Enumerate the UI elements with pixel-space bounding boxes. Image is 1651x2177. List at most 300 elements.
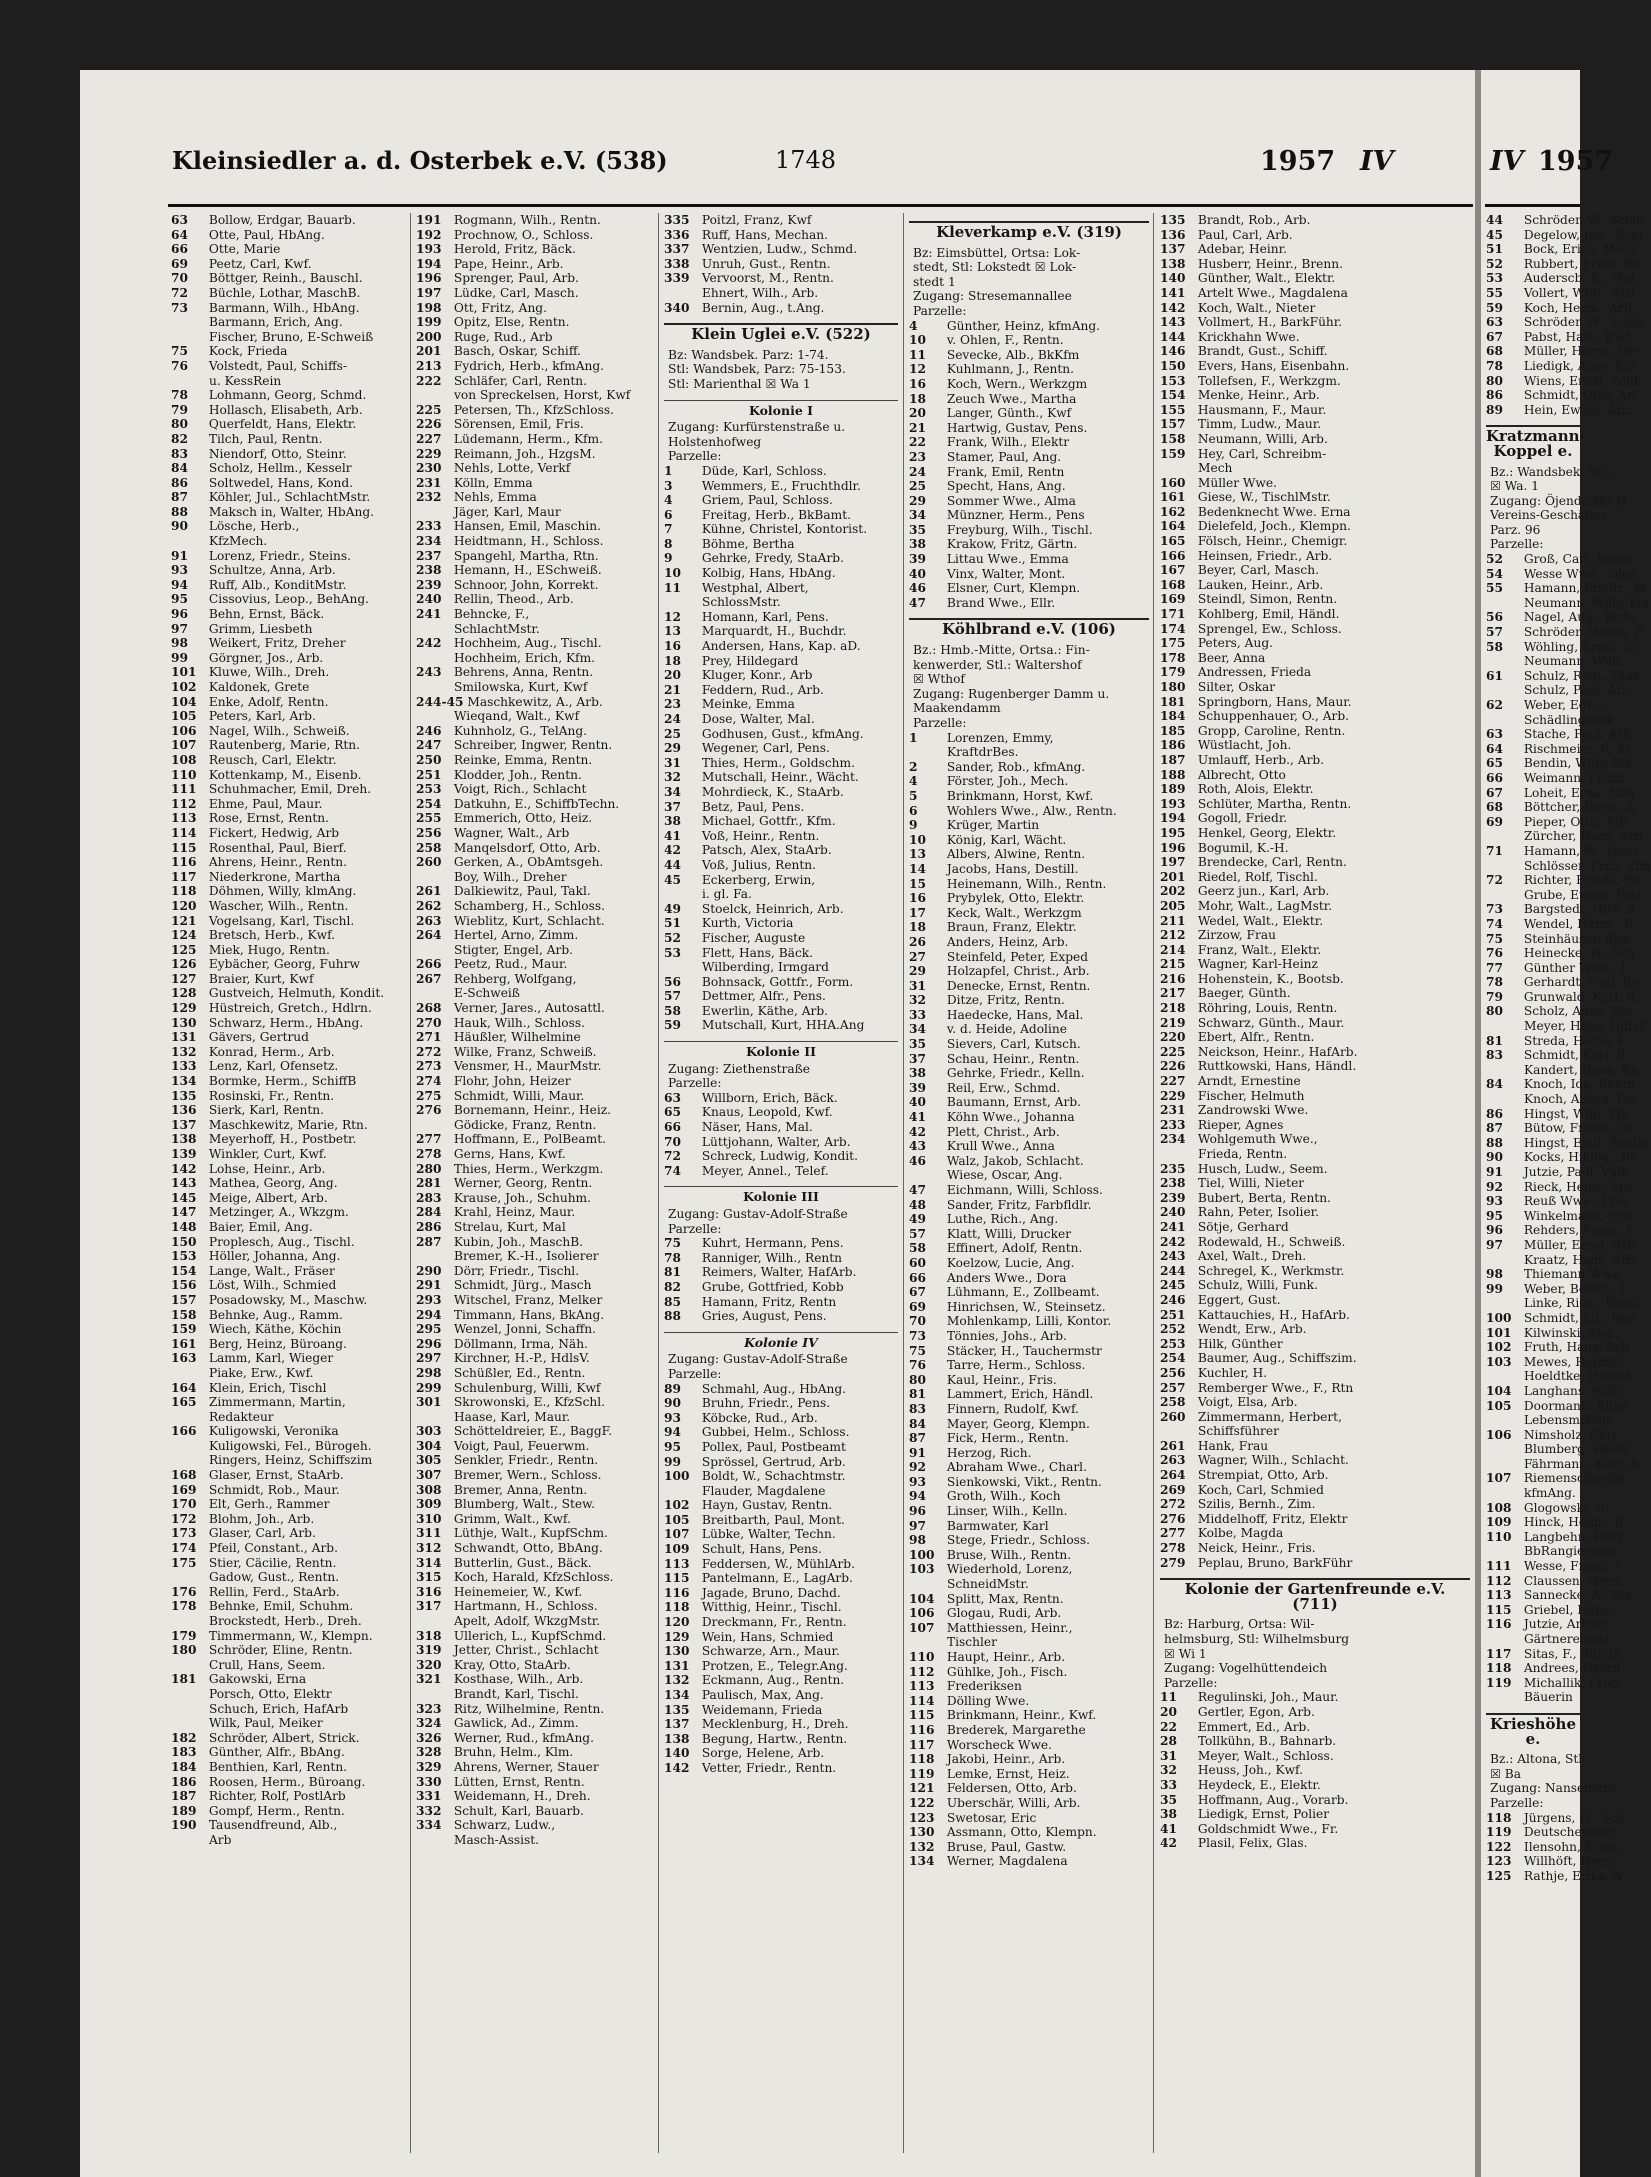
plot-number: 168 [1160, 577, 1186, 592]
plot-number: 132 [909, 1839, 935, 1854]
directory-entry [1160, 724, 1470, 739]
plot-number: 115 [1486, 1602, 1512, 1617]
directory-entry [416, 1001, 652, 1016]
plot-number: 96 [1486, 1223, 1503, 1238]
entry-text: Werner, Georg, Rentn. [450, 1176, 593, 1191]
plot-number: 198 [416, 300, 442, 315]
plot-number: 234 [1160, 1132, 1186, 1147]
plot-number: 114 [171, 825, 197, 840]
directory-entry [664, 1382, 898, 1397]
plot-number: 200 [416, 329, 442, 344]
plot-number: 7 [664, 522, 673, 537]
entry-text: Liedigk, Ernst, Polier [1194, 1807, 1330, 1822]
directory-entry [909, 567, 1149, 582]
entry-text: Kohlberg, Emil, Händl. [1194, 607, 1340, 622]
entry-text: Bogumil, K.-H. [1194, 840, 1289, 855]
directory-entry [416, 782, 652, 797]
plot-number: 76 [171, 358, 188, 373]
directory-entry [664, 1513, 898, 1528]
entry-text: Anders, Heinz, Arb. [943, 934, 1069, 949]
entry-text: Bargstedt, Otto, A [1520, 902, 1637, 917]
plot-number: 115 [171, 840, 197, 855]
directory-entry [1160, 1541, 1470, 1556]
plot-number: 281 [416, 1176, 442, 1191]
plot-number: 46 [909, 1153, 926, 1168]
plot-number: 237 [416, 548, 442, 563]
entry-text: Barmwater, Karl [943, 1518, 1049, 1533]
entry-text: Barmann, Wilh., HbAng. [205, 300, 360, 315]
entry-text: Lauken, Heinr., Arb. [1194, 577, 1324, 592]
plot-number: 6 [664, 507, 673, 522]
plot-number: 122 [909, 1795, 935, 1810]
entry-text: Bremer, Wern., Schloss. [450, 1468, 602, 1483]
plot-number: 184 [1160, 709, 1186, 724]
entry-text: Denecke, Ernst, Rentn. [943, 978, 1091, 993]
entry-continuation: Crull, Hans, Seem. [209, 1657, 326, 1672]
directory-entry [1160, 257, 1470, 272]
directory-entry [1160, 870, 1470, 885]
plot-number: 91 [171, 548, 188, 563]
directory-entry [1160, 228, 1470, 243]
plot-number: 243 [416, 665, 442, 680]
association-info: Parzelle: [668, 1076, 722, 1091]
entry-text: Ebert, Alfr., Rentn. [1194, 1030, 1315, 1045]
directory-entry [909, 1738, 1149, 1753]
plot-number: 106 [171, 723, 197, 738]
directory-entry [664, 712, 898, 727]
directory-entry [664, 464, 898, 479]
plot-number: 164 [1160, 519, 1186, 534]
entry-text: Thiemann Wwe [1520, 1267, 1620, 1282]
plot-number: 165 [171, 1395, 197, 1410]
plot-number: 211 [1160, 913, 1186, 928]
plot-number: 10 [909, 333, 926, 348]
plot-number: 280 [416, 1161, 442, 1176]
directory-entry [171, 286, 403, 301]
directory-entry [909, 1533, 1149, 1548]
entry-text: Kray, Otto, StaArb. [450, 1657, 571, 1672]
directory-entry [416, 1337, 652, 1352]
plot-number: 161 [171, 1336, 197, 1351]
entry-text: Gries, August, Pens. [698, 1309, 827, 1324]
plot-number: 93 [171, 563, 188, 578]
directory-entry [909, 1460, 1149, 1475]
directory-entry [909, 1314, 1149, 1329]
entry-text: Feddersen, W., MühlArb. [698, 1556, 855, 1571]
directory-entry [171, 519, 403, 534]
directory-entry [171, 738, 403, 753]
entry-text: Lösche, Herb., [205, 519, 300, 534]
entry-text: Fruth, Hans, Sch [1520, 1340, 1630, 1355]
entry-text: Butterlin, Gust., Bäck. [450, 1555, 592, 1570]
plot-number: 11 [664, 580, 681, 595]
directory-entry [171, 476, 403, 491]
entry-text: Eggert, Gust. [1194, 1292, 1281, 1307]
plot-number: 158 [1160, 431, 1186, 446]
plot-number: 23 [909, 449, 926, 464]
plot-number: 296 [416, 1336, 442, 1351]
directory-entry [171, 1672, 403, 1687]
directory-entry [171, 1497, 403, 1512]
entry-text: Dielefeld, Joch., Klempn. [1194, 519, 1351, 534]
entry-continuation: Mech [1198, 461, 1233, 476]
entry-text: Berg, Heinz, Büroang. [205, 1336, 347, 1351]
plot-number: 137 [664, 1717, 690, 1732]
plot-number: 240 [1160, 1205, 1186, 1220]
plot-number: 164 [171, 1380, 197, 1395]
entry-text: Dettmer, Alfr., Pens. [698, 989, 826, 1004]
entry-text: Hamann, W., Posts [1520, 843, 1639, 858]
entry-text: Thies, Herm., Werkzgm. [450, 1161, 604, 1176]
entry-text: Behnke, Aug., Ramm. [205, 1307, 343, 1322]
entry-text: Schwarz, Günth., Maur. [1194, 1015, 1345, 1030]
entry-text: Schreck, Ludwig, Kondit. [698, 1149, 858, 1164]
plot-number: 125 [171, 942, 197, 957]
entry-text: Brandt, Rob., Arb. [1194, 213, 1311, 227]
plot-number: 63 [1486, 727, 1503, 742]
directory-entry [416, 213, 652, 228]
entry-text: Koch, Harald, KfzSchloss. [450, 1570, 614, 1585]
association-info: Parzelle: [668, 1366, 722, 1381]
entry-text: Zandrowski Wwe. [1194, 1103, 1309, 1118]
plot-number: 212 [1160, 928, 1186, 943]
entry-text: Pieper, Otto, Arb [1520, 814, 1628, 829]
directory-entry [416, 432, 652, 447]
plot-number: 219 [1160, 1015, 1186, 1030]
directory-entry [416, 1804, 652, 1819]
directory-entry [1160, 1734, 1470, 1749]
association-info: Bz: Harburg, Ortsa: Wil- [1164, 1617, 1315, 1632]
plot-number: 101 [1486, 1325, 1512, 1340]
directory-entry [664, 697, 898, 712]
page-gutter [1475, 70, 1481, 2177]
entry-text: Nehls, Emma [450, 490, 537, 505]
directory-entry [1486, 1500, 1613, 1516]
directory-entry [1160, 519, 1470, 534]
directory-entry [171, 1147, 403, 1162]
plot-number: 11 [1160, 1690, 1177, 1705]
plot-number: 310 [416, 1511, 442, 1526]
directory-entry [909, 1796, 1149, 1811]
entry-text: Langhans, Wilh. [1520, 1383, 1624, 1398]
plot-number: 216 [1160, 971, 1186, 986]
entry-text: Emmerich, Otto, Heiz. [450, 811, 593, 826]
association-info: Zugang: Öjendorfer D [1490, 493, 1627, 508]
plot-number: 98 [171, 636, 188, 651]
entry-text: Roosen, Herm., Büroang. [205, 1774, 366, 1789]
entry-text: Bernin, Aug., t.Ang. [698, 300, 825, 315]
plot-number: 66 [664, 1120, 681, 1135]
association-info: stedt, Stl: Lokstedt ☒ Lok- [913, 260, 1077, 275]
directory-entry [171, 870, 403, 885]
plot-number: 49 [909, 1212, 926, 1227]
entry-text: Flohr, John, Heizer [450, 1074, 571, 1089]
entry-text: Bollow, Erdgar, Bauarb. [205, 213, 356, 227]
directory-entry [664, 916, 898, 931]
entry-text: Schuhmacher, Emil, Dreh. [205, 782, 372, 797]
entry-text: Protzen, E., Telegr.Ang. [698, 1658, 848, 1673]
plot-number: 58 [1486, 639, 1503, 654]
entry-text: Degelow, Joh., Schl [1520, 227, 1643, 242]
entry-text: Timmermann, W., Klempn. [205, 1628, 373, 1643]
directory-entry [171, 1643, 403, 1658]
plot-number: 127 [171, 971, 197, 986]
directory-entry [416, 1643, 652, 1658]
plot-number: 84 [171, 461, 188, 476]
directory-entry [416, 447, 652, 462]
plot-number: 305 [416, 1453, 442, 1468]
directory-entry [416, 549, 652, 564]
association-info: stedt 1 [913, 274, 956, 289]
directory-entry [171, 1103, 403, 1118]
directory-entry [1486, 256, 1641, 272]
plot-number: 142 [171, 1161, 197, 1176]
entry-continuation: Jäger, Karl, Maur [454, 504, 561, 519]
entry-text: Maschkewitz, Marie, Rtn. [205, 1117, 368, 1132]
directory-entry [909, 1621, 1149, 1636]
directory-entry [909, 348, 1149, 363]
directory-entry [909, 1825, 1149, 1840]
entry-text: Lammert, Erich, Händl. [943, 1387, 1094, 1402]
plot-number: 188 [1160, 767, 1186, 782]
plot-number: 102 [664, 1498, 690, 1513]
plot-number: 307 [416, 1468, 442, 1483]
plot-number: 244 [1160, 1263, 1186, 1278]
plot-number: 39 [909, 1080, 926, 1095]
entry-text: Brinkmann, Heinr., Kwf. [943, 1708, 1097, 1723]
entry-text: Gehrke, Fredy, StaArb. [698, 551, 844, 566]
entry-text: Sprengel, Ew., Schloss. [1194, 621, 1342, 636]
plot-number: 136 [171, 1103, 197, 1118]
entry-text: Düde, Karl, Schloss. [698, 463, 827, 478]
entry-text: Vollmert, H., BarkFühr. [1194, 315, 1343, 330]
entry-text: Rosinski, Fr., Rentn. [205, 1088, 335, 1103]
directory-entry [664, 989, 898, 1004]
directory-entry [664, 1746, 898, 1761]
plot-number: 74 [1486, 916, 1503, 931]
directory-entry [1486, 1646, 1622, 1662]
plot-number: 9 [664, 551, 673, 566]
entry-continuation: Barmann, Erich, Ang. [209, 315, 343, 330]
entry-text: Wüstlacht, Joh. [1194, 738, 1292, 753]
entry-text: Schmahl, Aug., HbAng. [698, 1381, 847, 1396]
plot-number: 112 [171, 796, 197, 811]
directory-entry [664, 1440, 898, 1455]
entry-text: Splitt, Max, Rentn. [943, 1591, 1064, 1606]
entry-text: Heuss, Joh., Kwf. [1194, 1763, 1304, 1778]
directory-entry [909, 523, 1149, 538]
directory-entry [1160, 1351, 1470, 1366]
plot-number: 241 [1160, 1219, 1186, 1234]
directory-entry [664, 257, 898, 272]
entry-text: Bretsch, Herb., Kwf. [205, 928, 336, 943]
directory-entry [171, 461, 403, 476]
plot-number: 186 [1160, 738, 1186, 753]
plot-number: 120 [664, 1615, 690, 1630]
entry-text: Prey, Hildegard [698, 653, 799, 668]
entry-text: Szilis, Bernh., Zim. [1194, 1497, 1316, 1512]
plot-number: 11 [909, 347, 926, 362]
plot-number: 144 [1160, 329, 1186, 344]
entry-text: Peters, Aug. [1194, 636, 1274, 651]
association-info: kenwerder, Stl.: Waltershof [913, 657, 1082, 672]
entry-text: Ullerich, L., KupfSchmd. [450, 1628, 607, 1643]
entry-text: Westphal, Albert, [698, 580, 809, 595]
plot-number: 332 [416, 1803, 442, 1818]
entry-text: Winkler, Curt, Kwf. [205, 1147, 327, 1161]
plot-number: 55 [1486, 285, 1503, 300]
entry-text: Lohmann, Georg, Schmd. [205, 388, 367, 403]
entry-text: Rubbert, Ernst, Re [1520, 256, 1641, 271]
directory-entry [1486, 946, 1635, 961]
entry-text: Vervoorst, M., Rentn. [698, 271, 834, 286]
plot-number: 277 [1160, 1526, 1186, 1541]
directory-entry [1486, 1383, 1624, 1399]
directory-entry [171, 1512, 403, 1527]
entry-text: Behncke, F., [450, 607, 530, 622]
entry-text: Tiel, Willi, Nieter [1194, 1176, 1305, 1191]
entry-continuation: Porsch, Otto, Elektr [209, 1686, 332, 1701]
entry-text: Glaser, Carl, Arb. [205, 1526, 316, 1541]
directory-entry [171, 1132, 403, 1147]
plot-number: 110 [171, 767, 197, 782]
entry-text: Schnoor, John, Korrekt. [450, 577, 599, 592]
entry-text: Meige, Albert, Arb. [205, 1190, 328, 1205]
entry-text: Gompf, Herm., Rentn. [205, 1803, 345, 1818]
plot-number: 42 [909, 1124, 926, 1139]
plot-number: 63 [664, 1090, 681, 1105]
plot-number: 38 [909, 1066, 926, 1081]
entry-text: Grunwald, Karl, R [1520, 989, 1636, 1004]
directory-entry [171, 563, 403, 578]
entry-text: Middelhoff, Fritz, Elektr [1194, 1511, 1348, 1526]
plot-number: 113 [171, 811, 197, 826]
directory-entry [171, 388, 403, 403]
entry-text: Schröder, W., Schlo [1520, 213, 1644, 227]
entry-text: Ruff, Alb., KonditMstr. [205, 577, 347, 592]
directory-entry [171, 1089, 403, 1104]
entry-continuation: Wieqand, Walt., Kwf [454, 709, 580, 724]
plot-number: 140 [1160, 271, 1186, 286]
entry-continuation: Ringers, Heinz, Schiffszim [209, 1453, 373, 1468]
plot-number: 105 [1486, 1398, 1512, 1413]
entry-text: Schulenburg, Willi, Kwf [450, 1380, 601, 1395]
directory-entry [909, 1373, 1149, 1388]
entry-text: Tönnies, Johs., Arb. [943, 1328, 1067, 1343]
directory-entry [1486, 873, 1640, 888]
directory-entry [664, 1600, 898, 1615]
plot-number: 13 [909, 847, 926, 862]
directory-entry [171, 1760, 403, 1775]
entry-text: Rosenthal, Paul, Bierf. [205, 840, 347, 855]
plot-number: 53 [664, 945, 681, 960]
plot-number: 51 [664, 916, 681, 931]
plot-number: 163 [171, 1351, 197, 1366]
entry-text: Schötteldreier, E., BaggF. [450, 1424, 613, 1439]
plot-number: 15 [909, 876, 926, 891]
entry-text: Kocks, Hildeg., Re [1520, 1150, 1638, 1165]
entry-text: Mayer, Georg, Klempn. [943, 1416, 1090, 1431]
directory-entry [416, 476, 652, 491]
entry-text: Baeger, Günth. [1194, 986, 1291, 1001]
plot-number: 129 [171, 1001, 197, 1016]
directory-entry [909, 450, 1149, 465]
entry-text: Koch, Walt., Nieter [1194, 300, 1316, 315]
entry-text: Gerns, Hans, Kwf. [450, 1147, 566, 1161]
plot-number: 324 [416, 1716, 442, 1731]
entry-text: Griebel, Hans, [1520, 1602, 1614, 1617]
entry-text: Glogau, Rudi, Arb. [943, 1606, 1062, 1621]
directory-entry [1160, 811, 1470, 826]
entry-text: Schüßler, Ed., Rentn. [450, 1365, 586, 1380]
plot-number: 35 [909, 1037, 926, 1052]
plot-number: 63 [1486, 315, 1503, 330]
directory-entry [416, 403, 652, 418]
entry-text: Schuppenhauer, O., Arb. [1194, 709, 1350, 724]
entry-text: Auderscb, K., Mal. [1520, 271, 1639, 286]
entry-text: Zeuch Wwe., Martha [943, 391, 1077, 406]
entry-text: Bubert, Berta, Rentn. [1194, 1190, 1331, 1205]
plot-number: 22 [909, 435, 926, 450]
directory-entry [1486, 271, 1639, 286]
plot-number: 137 [1160, 242, 1186, 257]
entry-text: Grube, Gottfried, Kobb [698, 1279, 844, 1294]
entry-text: Pfeil, Constant., Arb. [205, 1541, 338, 1556]
entry-text: Wascher, Wilh., Rentn. [205, 898, 349, 913]
entry-text: Behrens, Anna, Rentn. [450, 665, 594, 680]
entry-text: Neick, Heinr., Fris. [1194, 1541, 1316, 1556]
entry-text: Willhöft, Herm [1520, 1854, 1616, 1869]
directory-entry [1486, 625, 1643, 640]
plot-number: 25 [664, 726, 681, 741]
entry-text: Baier, Emil, Ang. [205, 1219, 313, 1234]
entry-text: Gakowski, Erna [205, 1672, 307, 1687]
plot-number: 67 [1486, 329, 1503, 344]
directory-entry [1486, 358, 1636, 374]
directory-entry [1160, 1512, 1470, 1527]
entry-text: Brinkmann, Horst, Kwf. [943, 788, 1094, 803]
directory-column-5 [1160, 213, 1470, 2163]
entry-continuation: Kandert, Hans, Ka [1524, 1062, 1638, 1077]
plot-number: 14 [909, 861, 926, 876]
plot-number: 104 [171, 694, 197, 709]
directory-entry [664, 1135, 898, 1150]
plot-number: 273 [416, 1059, 442, 1074]
entry-text: Wesse, Franz, T [1520, 1559, 1622, 1574]
plot-number: 121 [909, 1781, 935, 1796]
plot-number: 319 [416, 1643, 442, 1658]
directory-entry [664, 814, 898, 829]
directory-entry [416, 914, 652, 929]
entry-text: Dölling Wwe. [943, 1693, 1030, 1708]
entry-text: Pantelmann, E., LagArb. [698, 1571, 853, 1586]
entry-text: Beer, Anna [1194, 650, 1266, 665]
entry-text: Unruh, Gust., Rentn. [698, 256, 831, 271]
plot-number: 235 [1160, 1161, 1186, 1176]
entry-text: Zimmermann, Herbert, [1194, 1409, 1342, 1424]
entry-text: Köhn Wwe., Johanna [943, 1110, 1075, 1125]
entry-text: Fischer, Helmuth [1194, 1088, 1305, 1103]
plot-number: 175 [1160, 636, 1186, 651]
directory-entry [1160, 1278, 1470, 1293]
entry-text: Ruttkowski, Hans, Händl. [1194, 1059, 1357, 1074]
plot-number: 32 [1160, 1763, 1177, 1778]
directory-entry [1160, 549, 1470, 564]
entry-text: Feldersen, Otto, Arb. [943, 1781, 1077, 1796]
entry-text: Gertler, Egon, Arb. [1194, 1704, 1315, 1719]
directory-entry [1160, 301, 1470, 316]
entry-text: Axel, Walt., Dreh. [1194, 1249, 1307, 1264]
